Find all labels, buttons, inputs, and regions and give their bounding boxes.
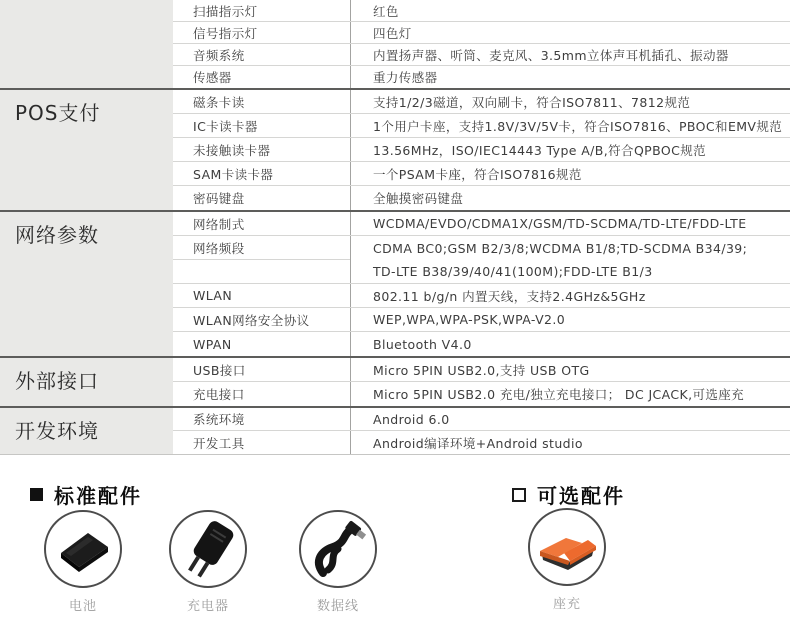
- table-row: [173, 44, 790, 66]
- spec-section-network: [0, 212, 790, 358]
- table-row: [173, 332, 790, 356]
- table-row: [173, 382, 790, 406]
- optional-accessories-heading: [512, 480, 625, 509]
- charging-dock-illustration: [530, 510, 604, 584]
- battery-icon: [44, 510, 122, 588]
- spec-value: 支持1/2/3磁道，双向刷卡，符合ISO7811、7812规范: [350, 90, 790, 113]
- spec-label: WLAN网络安全协议: [193, 312, 310, 328]
- spec-value: WCDMA/EVDO/CDMA1X/GSM/TD-SCDMA/TD-LTE/FDD-LTE: [350, 212, 790, 235]
- data-cable-illustration: [301, 512, 375, 586]
- table-row: [173, 0, 790, 22]
- spec-label: 音频系统: [193, 47, 245, 63]
- spec-section-pos-payment: [0, 90, 790, 212]
- spec-value: 红色: [350, 0, 790, 21]
- table-row: [173, 162, 790, 186]
- accessory-label: 座充: [552, 597, 581, 612]
- spec-label: WPAN: [193, 336, 232, 352]
- spec-label: 磁条卡读: [193, 94, 245, 110]
- data-cable-icon: [299, 510, 377, 588]
- spec-label: 网络频段: [173, 236, 350, 260]
- spec-label: 信号指示灯: [193, 25, 258, 41]
- spec-label: 系统环境: [193, 412, 245, 427]
- accessory-charger: [158, 510, 258, 614]
- spec-label: 扫描指示灯: [193, 3, 258, 19]
- accessory-label: 充电器: [186, 599, 229, 614]
- table-row: [173, 308, 790, 332]
- table-row: [173, 90, 790, 114]
- spec-value: 802.11 b/g/n 内置天线，支持2.4GHz&5GHz: [350, 284, 790, 307]
- spec-value: 一个PSAM卡座，符合ISO7816规范: [350, 162, 790, 185]
- spec-section-external-ports: [0, 358, 790, 408]
- spec-section-dev-environment: [0, 408, 790, 455]
- accessory-label: 电池: [68, 599, 97, 614]
- filled-square-bullet-icon: [30, 488, 43, 501]
- standard-accessories-heading: [30, 480, 142, 509]
- accessory-label: 数据线: [316, 599, 359, 614]
- optional-accessories-title: 可选配件: [537, 484, 625, 508]
- standard-accessories-title: 标准配件: [54, 484, 142, 508]
- spec-value: 全触摸密码键盘: [350, 186, 790, 210]
- accessories-section: [0, 455, 790, 639]
- spec-label: WLAN: [193, 288, 233, 303]
- table-row: [173, 22, 790, 44]
- table-row: [173, 358, 790, 382]
- spec-label: 传感器: [193, 70, 232, 85]
- charging-dock-icon: [528, 508, 606, 586]
- table-row: [173, 212, 790, 236]
- spec-label: USB接口: [193, 362, 246, 378]
- spec-value: 重力传感器: [350, 66, 790, 88]
- spec-value: Android编译环境+Android studio: [350, 431, 790, 454]
- accessory-data-cable: [288, 510, 388, 614]
- section-heading-cell: [0, 0, 173, 88]
- hollow-square-bullet-icon: [512, 488, 526, 502]
- section-heading-cell: [0, 212, 173, 356]
- section-heading-cell: [0, 90, 173, 210]
- spec-label: 网络制式: [193, 216, 245, 232]
- spec-label: [173, 260, 350, 283]
- spec-value: Micro 5PIN USB2.0,支持 USB OTG: [350, 358, 790, 381]
- accessory-charging-dock: [517, 508, 617, 612]
- spec-value: WEP,WPA,WPA-PSK,WPA-V2.0: [350, 308, 790, 331]
- battery-illustration: [46, 512, 120, 586]
- section-heading-cell: [0, 358, 173, 406]
- charger-icon: [169, 510, 247, 588]
- spec-label: 密码键盘: [193, 191, 245, 206]
- spec-value: TD-LTE B38/39/40/41(100M);FDD-LTE B1/3: [350, 260, 790, 283]
- spec-label: IC卡读卡器: [193, 118, 258, 134]
- spec-label: 未接触读卡器: [193, 142, 271, 158]
- table-row: [173, 284, 790, 308]
- table-row: [173, 186, 790, 210]
- table-row: [173, 114, 790, 138]
- spec-value: 13.56MHz，ISO/IEC14443 Type A/B,符合QPBOC规范: [350, 138, 790, 161]
- spec-value: Micro 5PIN USB2.0 充电/独立充电接口； DC JCACK,可选座充: [350, 382, 790, 406]
- charger-illustration: [171, 512, 245, 586]
- spec-value: 1个用户卡座，支持1.8V/3V/5V卡，符合ISO7816、PBOC和EMV规范: [350, 114, 790, 137]
- spec-label: SAM卡读卡器: [193, 166, 274, 182]
- table-row: [173, 260, 790, 284]
- section-title: 外部接口: [15, 369, 99, 393]
- spec-label: 开发工具: [193, 435, 245, 451]
- section-title: 开发环境: [15, 419, 99, 443]
- section-title: 网络参数: [15, 223, 99, 247]
- spec-value: CDMA BC0;GSM B2/3/8;WCDMA B1/8;TD-SCDMA B34/39;: [350, 236, 790, 260]
- spec-value: Bluetooth V4.0: [350, 332, 790, 356]
- spec-value: 内置扬声器、听筒、麦克风、3.5mm立体声耳机插孔、振动器: [350, 44, 790, 65]
- table-row: [173, 236, 790, 260]
- table-row: [173, 408, 790, 431]
- spec-section-hardware: [0, 0, 790, 90]
- table-row: [173, 431, 790, 454]
- table-row: [173, 66, 790, 88]
- accessory-battery: [33, 510, 133, 614]
- spec-value: 四色灯: [350, 22, 790, 43]
- spec-value: Android 6.0: [350, 408, 790, 430]
- section-title: POS支付: [15, 101, 101, 125]
- section-heading-cell: [0, 408, 173, 454]
- spec-label: 充电接口: [193, 387, 245, 402]
- table-row: [173, 138, 790, 162]
